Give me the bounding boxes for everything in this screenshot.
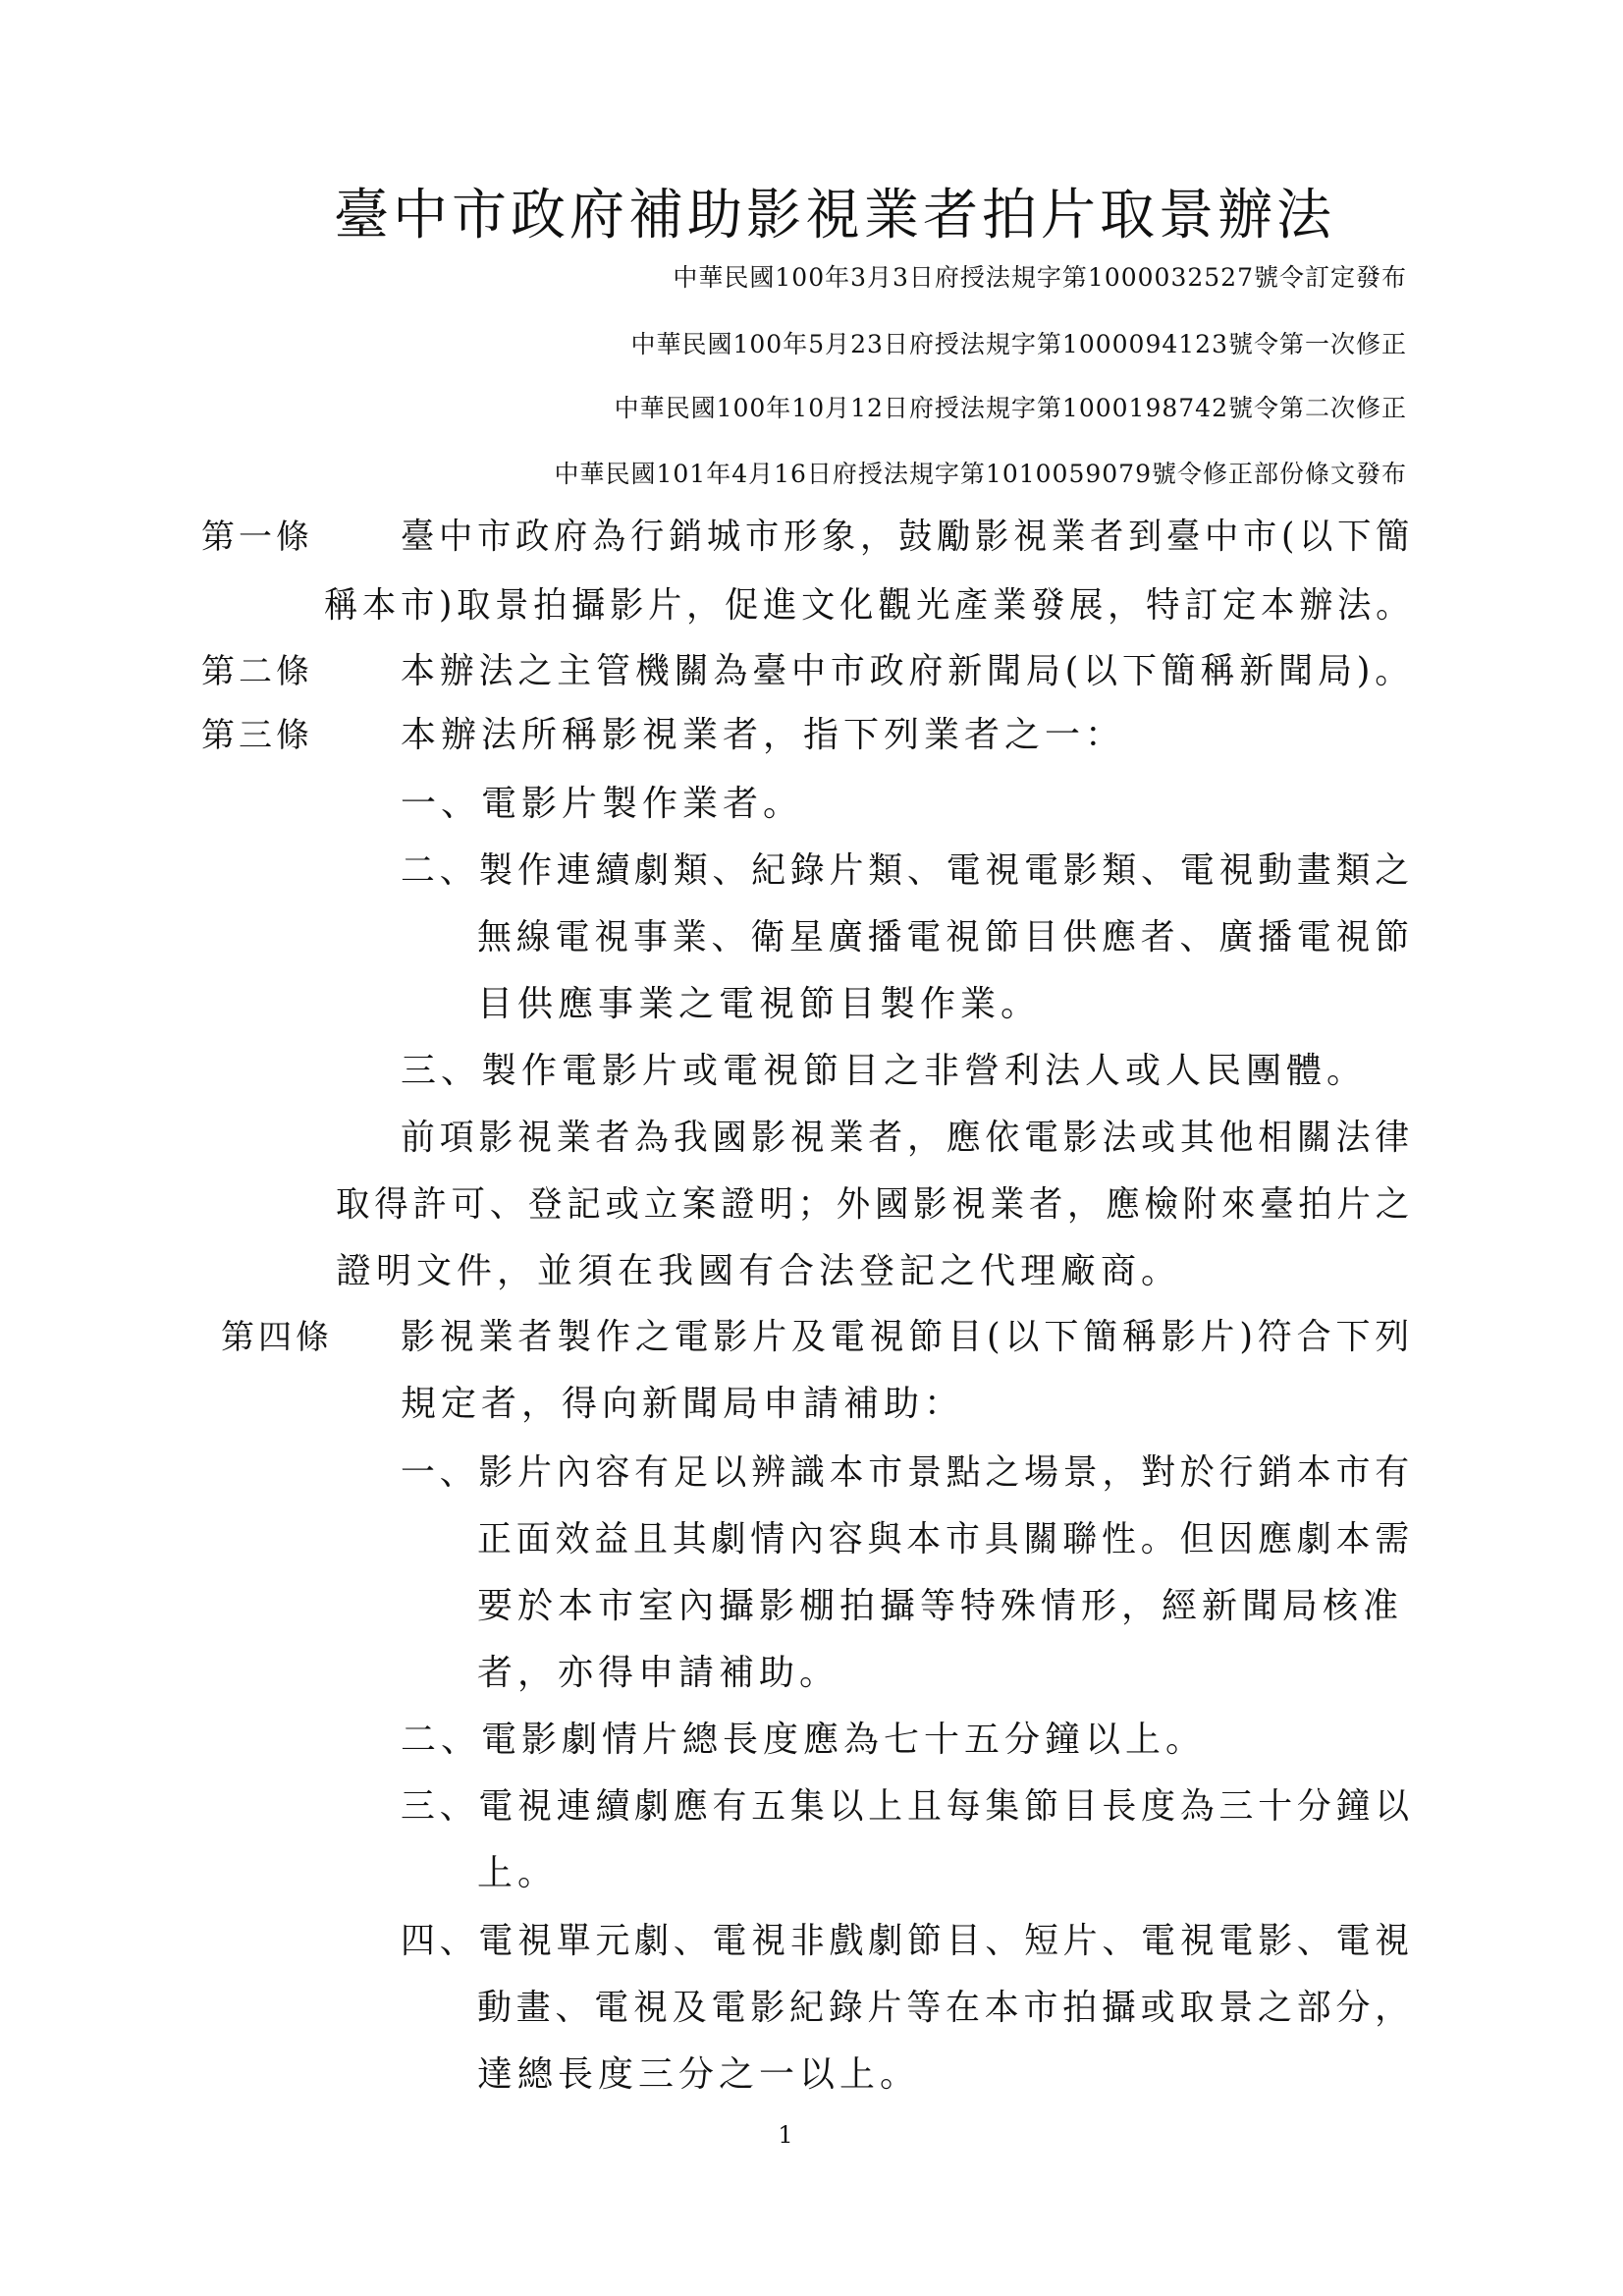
list-item-continuation: 者，亦得申請補助。 (477, 1653, 840, 1693)
history-line: 中華民國100年3月3日府授法規字第1000032527號令訂定發布 (673, 263, 1407, 292)
list-item-continuation: 要於本市室內攝影棚拍攝等特殊情形，經新聞局核准 (477, 1586, 1404, 1626)
article-text-line: 臺中市政府為行銷城市形象，鼓勵影視業者到臺中市(以下簡 (401, 517, 1415, 557)
article-text-line: 規定者，得向新聞局申請補助： (401, 1384, 965, 1424)
article-label: 第一條 (201, 518, 313, 557)
list-item-continuation: 上。 (477, 1853, 559, 1893)
list-item: 二、電影劇情片總長度應為七十五分鐘以上。 (401, 1720, 1207, 1760)
document-title: 臺中市政府補助影視業者拍片取景辦法 (334, 184, 1335, 247)
article-label: 第二條 (201, 652, 313, 691)
article-text-line: 本辦法之主管機關為臺中市政府新聞局(以下簡稱新聞局)。 (401, 651, 1415, 691)
history-line: 中華民國100年5月23日府授法規字第1000094123號令第一次修正 (630, 330, 1407, 358)
list-item-continuation: 動畫、電視及電影紀錄片等在本市拍攝或取景之部分， (477, 1988, 1415, 2028)
article-text-line: 前項影視業者為我國影視業者，應依電影法或其他相關法律 (401, 1118, 1415, 1158)
list-item: 一、影片內容有足以辨識本市景點之場景，對於行銷本市有 (401, 1452, 1415, 1493)
article-text-line: 影視業者製作之電影片及電視節目(以下簡稱影片)符合下列 (401, 1317, 1415, 1357)
page-number: 1 (778, 2121, 793, 2149)
list-item-continuation: 達總長度三分之一以上。 (477, 2054, 921, 2095)
article-text-line: 稱本市)取景拍攝影片，促進文化觀光產業發展，特訂定本辦法。 (324, 585, 1415, 626)
article-text-line: 本辦法所稱影視業者，指下列業者之一： (401, 715, 1126, 755)
list-item: 四、電視單元劇、電視非戲劇節目、短片、電視電影、電視 (401, 1921, 1415, 1961)
history-line: 中華民國100年10月12日府授法規字第1000198742號令第二次修正 (614, 394, 1407, 422)
article-text-line: 取得許可、登記或立案證明；外國影視業者，應檢附來臺拍片之 (336, 1184, 1414, 1225)
list-item: 三、製作電影片或電視節目之非營利法人或人民團體。 (401, 1051, 1368, 1091)
list-item: 三、電視連續劇應有五集以上且每集節目長度為三十分鐘以 (401, 1786, 1415, 1827)
article-label: 第三條 (201, 716, 313, 755)
history-line: 中華民國101年4月16日府授法規字第1010059079號令修正部份條文發布 (554, 460, 1407, 488)
list-item: 二、製作連續劇類、紀錄片類、電視電影類、電視動畫類之 (401, 850, 1415, 891)
article-label: 第四條 (221, 1318, 333, 1357)
article-text-line: 證明文件，並須在我國有合法登記之代理廠商。 (336, 1251, 1182, 1291)
list-item-continuation: 無線電視事業、衛星廣播電視節目供應者、廣播電視節 (477, 917, 1415, 957)
list-item-continuation: 目供應事業之電視節目製作業。 (477, 984, 1042, 1024)
list-item: 一、電影片製作業者。 (401, 784, 804, 824)
list-item-continuation: 正面效益且其劇情內容與本市具關聯性。但因應劇本需 (477, 1519, 1415, 1559)
